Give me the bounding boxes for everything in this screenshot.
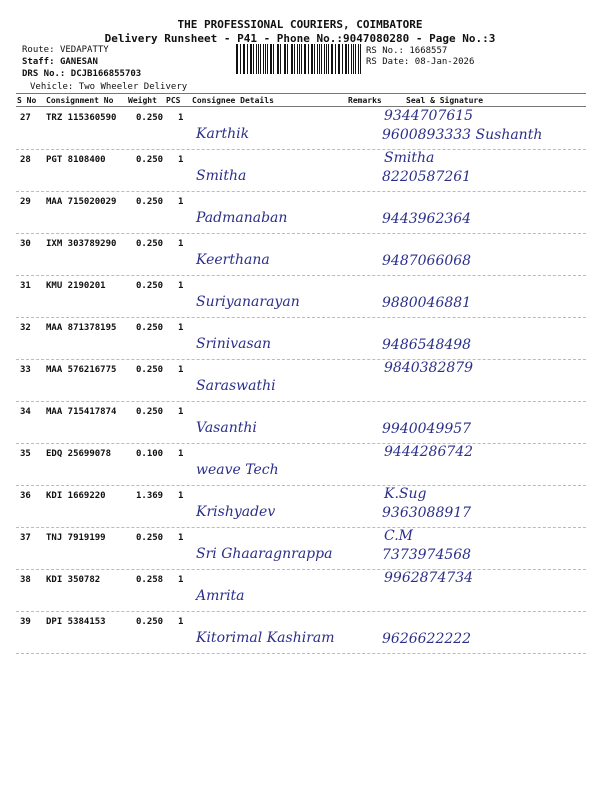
weight: 0.250 [136,155,164,165]
consignee-handwritten: weave Tech [196,462,279,478]
consignment-number: KMU 2190201 [46,281,106,291]
signature-line-2: 9600893333 Sushanth [382,127,543,143]
signature-line-2: 9363088917 [382,505,472,521]
weight: 0.250 [136,113,164,123]
barcode [236,44,362,74]
barcode-bar [317,44,318,74]
runsheet-title: Delivery Runsheet - P41 - Phone No.:9047080280 - Page No.:3 [104,32,496,45]
route-label: Route: [22,45,55,55]
consignment-number: MAA 715020029 [46,197,117,207]
signature-line-2: 9880046881 [382,295,472,311]
col-consignee: Consignee Details [192,96,274,105]
pieces: 1 [178,239,184,249]
consignee-handwritten: Padmanaban [196,210,288,226]
col-pcs: PCS [166,96,181,105]
drs-label: DRS No.: [22,69,66,79]
signature-line-1: K.Sug [384,486,427,502]
pieces: 1 [178,533,184,543]
weight: 0.100 [136,449,164,459]
table-row [16,359,586,402]
table-row [16,107,586,150]
signature-line-1: Smitha [384,150,435,166]
table-row [16,611,586,654]
serial-number: 28 [20,155,31,165]
signature-line-1: 9344707615 [384,108,474,124]
weight: 0.250 [136,239,164,249]
route-value: VEDAPATTY [59,45,109,55]
vehicle-label: Vehicle: [30,82,74,92]
serial-number: 29 [20,197,31,207]
vehicle-value: Two Wheeler Delivery [78,82,188,92]
serial-number: 33 [20,365,31,375]
consignee-handwritten: Sri Ghaaragnrappa [196,546,333,562]
signature-line-1: 9962874734 [384,570,474,586]
route-line [22,45,109,56]
signature-line-1: 9444286742 [384,444,474,460]
staff-line [22,57,98,68]
col-seal: Seal & Signature [406,96,484,105]
consignment-number: IXM 303789290 [46,239,117,249]
consignee-handwritten: Amrita [196,588,245,604]
weight: 0.250 [136,197,164,207]
barcode-bar [280,44,281,74]
serial-number: 37 [20,533,31,543]
signature-line-2: 9487066068 [382,253,472,269]
weight: 0.250 [136,281,164,291]
signature-line-2: 9940049957 [382,421,472,437]
table-row [16,527,586,570]
pieces: 1 [178,449,184,459]
table-row [16,485,586,528]
consignee-handwritten: Vasanthi [196,420,257,436]
table-row [16,191,586,234]
staff-label: Staff: [22,57,55,67]
signature-line-2: 8220587261 [382,169,472,185]
table-row [16,275,586,318]
col-weight: Weight [128,96,157,105]
consignment-number: PGT 8108400 [46,155,106,165]
col-remarks: Remarks [348,96,382,105]
table-row [16,233,586,276]
pieces: 1 [178,617,184,627]
serial-number: 31 [20,281,31,291]
pieces: 1 [178,407,184,417]
consignment-number: TRZ 115360590 [46,113,117,123]
consignment-number: EDQ 25699078 [46,449,112,459]
header-divider-top [16,93,586,94]
consignee-handwritten: Srinivasan [196,336,272,352]
barcode-bar [355,44,356,74]
consignee-handwritten: Karthik [196,126,250,142]
table-row [16,443,586,486]
serial-number: 30 [20,239,31,249]
weight: 1.369 [136,491,164,501]
signature-line-1: 9840382879 [384,360,474,376]
consignment-number: TNJ 7919199 [46,533,106,543]
consignment-number: MAA 715417874 [46,407,117,417]
pieces: 1 [178,491,184,501]
signature-line-1: C.M [384,528,413,544]
rs-date-value: 08-Jan-2026 [414,57,475,67]
serial-number: 38 [20,575,31,585]
serial-number: 35 [20,449,31,459]
rs-no-line [366,46,447,57]
consignment-number: KDI 1669220 [46,491,106,501]
consignment-number: KDI 350782 [46,575,101,585]
weight: 0.250 [136,533,164,543]
weight: 0.250 [136,323,164,333]
barcode-bar [260,44,261,74]
pieces: 1 [178,197,184,207]
signature-line-2: 9443962364 [382,211,472,227]
drs-value: DCJB166855703 [70,69,142,79]
pieces: 1 [178,575,184,585]
barcode-bar [244,44,245,74]
serial-number: 39 [20,617,31,627]
table-row [16,149,586,192]
serial-number: 36 [20,491,31,501]
weight: 0.258 [136,575,164,585]
table-row [16,401,586,444]
consignment-number: MAA 576216775 [46,365,117,375]
rs-no-value: 1668557 [409,46,448,56]
signature-line-2: 9486548498 [382,337,472,353]
serial-number: 27 [20,113,31,123]
staff-value: GANESAN [59,57,98,67]
rs-date-label: RS Date: [366,57,410,67]
consignment-number: DPI 5384153 [46,617,106,627]
signature-line-2: 9626622222 [382,631,472,647]
col-sno: S No [17,96,37,105]
pieces: 1 [178,323,184,333]
consignee-handwritten: Keerthana [196,252,270,268]
signature-line-2: 7373974568 [382,547,472,563]
consignee-handwritten: Krishyadev [196,504,276,520]
table-row [16,317,586,360]
consignee-handwritten: Kitorimal Kashiram [196,630,335,646]
pieces: 1 [178,365,184,375]
drs-line [22,69,141,80]
weight: 0.250 [136,617,164,627]
table-row [16,569,586,612]
consignee-handwritten: Saraswathi [196,378,276,394]
rs-date-line [366,57,474,68]
pieces: 1 [178,155,184,165]
pieces: 1 [178,281,184,291]
serial-number: 34 [20,407,31,417]
vehicle-line [30,82,187,92]
weight: 0.250 [136,407,164,417]
barcode-bar [297,44,298,74]
pieces: 1 [178,113,184,123]
col-consignment: Consignment No [46,96,114,105]
serial-number: 32 [20,323,31,333]
consignee-handwritten: Smitha [196,168,247,184]
barcode-bar [338,44,339,74]
consignment-number: MAA 871378195 [46,323,117,333]
consignee-handwritten: Suriyanarayan [196,294,300,310]
company-name: THE PROFESSIONAL COURIERS, COIMBATORE [177,18,423,31]
weight: 0.250 [136,365,164,375]
rs-no-label: RS No.: [366,46,404,56]
